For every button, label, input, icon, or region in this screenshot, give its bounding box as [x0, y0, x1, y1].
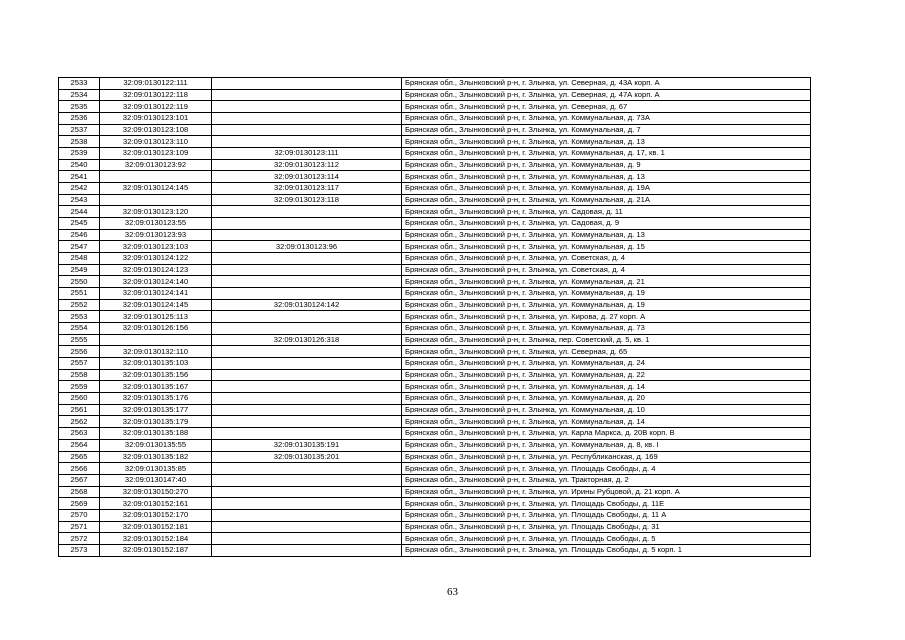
table-row: [59, 148, 811, 160]
related-cadastral-number-cell: [212, 346, 402, 358]
table-row: [59, 439, 811, 451]
table-row: [59, 171, 811, 183]
cadastral-number-cell: 32:09:0130152:181: [100, 521, 212, 533]
row-number-cell: 2539: [59, 148, 100, 160]
row-number-cell: 2561: [59, 404, 100, 416]
table-row: [59, 463, 811, 475]
cadastral-number-cell: 32:09:0130135:156: [100, 369, 212, 381]
related-cadastral-number-cell: [212, 264, 402, 276]
address-cell: Брянская обл., Злынковский р-н, г. Злынка, ул. Площадь Свободы, д. 31: [402, 521, 811, 533]
row-number-cell: 2537: [59, 124, 100, 136]
address-cell: Брянская обл., Злынковский р-н, г. Злынка, ул. Коммунальная, д. 24: [402, 358, 811, 370]
table-row: [59, 533, 811, 545]
row-number-cell: 2543: [59, 194, 100, 206]
table-row: [59, 241, 811, 253]
address-cell: Брянская обл., Злынковский р-н, г. Злынка, ул. Коммунальная, д. 13: [402, 171, 811, 183]
cadastral-number-cell: 32:09:0130124:145: [100, 183, 212, 195]
cadastral-number-cell: 32:09:0130132:110: [100, 346, 212, 358]
related-cadastral-number-cell: 32:09:0130123:111: [212, 148, 402, 160]
row-number-cell: 2540: [59, 159, 100, 171]
row-number-cell: 2566: [59, 463, 100, 475]
cadastral-number-cell: 32:09:0130123:108: [100, 124, 212, 136]
row-number-cell: 2559: [59, 381, 100, 393]
row-number-cell: 2563: [59, 428, 100, 440]
address-cell: Брянская обл., Злынковский р-н, г. Злынка, ул. Коммунальная, д. 14: [402, 381, 811, 393]
address-cell: Брянская обл., Злынковский р-н, г. Злынка, ул. Площадь Свободы, д. 5: [402, 533, 811, 545]
row-number-cell: 2555: [59, 334, 100, 346]
related-cadastral-number-cell: [212, 486, 402, 498]
related-cadastral-number-cell: [212, 428, 402, 440]
row-number-cell: 2564: [59, 439, 100, 451]
cadastral-number-cell: 32:09:0130125:113: [100, 311, 212, 323]
related-cadastral-number-cell: [212, 229, 402, 241]
address-cell: Брянская обл., Злынковский р-н, г. Злынка, ул. Коммунальная, д. 8, кв. I: [402, 439, 811, 451]
related-cadastral-number-cell: 32:09:0130123:118: [212, 194, 402, 206]
related-cadastral-number-cell: [212, 416, 402, 428]
table-row: [59, 136, 811, 148]
related-cadastral-number-cell: 32:09:0130135:201: [212, 451, 402, 463]
related-cadastral-number-cell: 32:09:0130135:191: [212, 439, 402, 451]
address-cell: Брянская обл., Злынковский р-н, г. Злынка, пер. Советский, д. 5, кв. 1: [402, 334, 811, 346]
address-cell: Брянская обл., Злынковский р-н, г. Злынка, ул. Кирова, д. 27 корп. А: [402, 311, 811, 323]
address-cell: Брянская обл., Злынковский р-н, г. Злынка, ул. Коммунальная, д. 22: [402, 369, 811, 381]
address-cell: Брянская обл., Злынковский р-н, г. Злынка, ул. Коммунальная, д. 13: [402, 136, 811, 148]
cadastral-number-cell: 32:09:0130123:93: [100, 229, 212, 241]
table-row: [59, 486, 811, 498]
related-cadastral-number-cell: [212, 113, 402, 125]
table-row: [59, 451, 811, 463]
related-cadastral-number-cell: [212, 136, 402, 148]
address-cell: Брянская обл., Злынковский р-н, г. Злынка, ул. Садовая, д. 11: [402, 206, 811, 218]
table-row: [59, 393, 811, 405]
table-row: [59, 509, 811, 521]
table-row: [59, 206, 811, 218]
cadastral-number-cell: 32:09:0130123:103: [100, 241, 212, 253]
cadastral-number-cell: 32:09:0130124:141: [100, 288, 212, 300]
related-cadastral-number-cell: 32:09:0130126:318: [212, 334, 402, 346]
related-cadastral-number-cell: [212, 89, 402, 101]
address-cell: Брянская обл., Злынковский р-н, г. Злынка, ул. Коммунальная, д. 14: [402, 416, 811, 428]
property-table: [58, 77, 811, 557]
cadastral-number-cell: 32:09:0130123:55: [100, 218, 212, 230]
address-cell: Брянская обл., Злынковский р-н, г. Злынка, ул. Коммунальная, д. 21: [402, 276, 811, 288]
address-cell: Брянская обл., Злынковский р-н, г. Злынка, ул. Северная, д. 47А корп. А: [402, 89, 811, 101]
row-number-cell: 2557: [59, 358, 100, 370]
table-row: [59, 288, 811, 300]
related-cadastral-number-cell: [212, 521, 402, 533]
cadastral-number-cell: 32:09:0130122:111: [100, 78, 212, 90]
table-row: [59, 78, 811, 90]
address-cell: Брянская обл., Злынковский р-н, г. Злынка, ул. Советская, д. 4: [402, 264, 811, 276]
row-number-cell: 2547: [59, 241, 100, 253]
cadastral-number-cell: 32:09:0130152:170: [100, 509, 212, 521]
address-cell: Брянская обл., Злынковский р-н, г. Злынка, ул. Коммунальная, д. 20: [402, 393, 811, 405]
cadastral-number-cell: 32:09:0130147:40: [100, 474, 212, 486]
table-row: [59, 544, 811, 556]
row-number-cell: 2567: [59, 474, 100, 486]
related-cadastral-number-cell: [212, 78, 402, 90]
address-cell: Брянская обл., Злынковский р-н, г. Злынка, ул. Ирины Рубцовой, д. 21 корп. А: [402, 486, 811, 498]
related-cadastral-number-cell: 32:09:0130124:142: [212, 299, 402, 311]
row-number-cell: 2572: [59, 533, 100, 545]
address-cell: Брянская обл., Злынковский р-н, г. Злынка, ул. Советская, д. 4: [402, 253, 811, 265]
cadastral-number-cell: 32:09:0130152:187: [100, 544, 212, 556]
related-cadastral-number-cell: [212, 463, 402, 475]
row-number-cell: 2544: [59, 206, 100, 218]
address-cell: Брянская обл., Злынковский р-н, г. Злынка, ул. Коммунальная, д. 10: [402, 404, 811, 416]
related-cadastral-number-cell: [212, 369, 402, 381]
row-number-cell: 2533: [59, 78, 100, 90]
page-number: 63: [447, 586, 458, 598]
row-number-cell: 2536: [59, 113, 100, 125]
related-cadastral-number-cell: [212, 253, 402, 265]
property-table-body: [59, 78, 811, 557]
related-cadastral-number-cell: [212, 509, 402, 521]
cadastral-number-cell: 32:09:0130135:177: [100, 404, 212, 416]
related-cadastral-number-cell: [212, 498, 402, 510]
cadastral-number-cell: 32:09:0130122:118: [100, 89, 212, 101]
table-row: [59, 299, 811, 311]
cadastral-number-cell: 32:09:0130123:120: [100, 206, 212, 218]
table-row: [59, 323, 811, 335]
row-number-cell: 2541: [59, 171, 100, 183]
table-row: [59, 416, 811, 428]
table-row: [59, 369, 811, 381]
table-row: [59, 264, 811, 276]
table-row: [59, 311, 811, 323]
address-cell: Брянская обл., Злынковский р-н, г. Злынка, ул. Садовая, д. 9: [402, 218, 811, 230]
table-row: [59, 89, 811, 101]
address-cell: Брянская обл., Злынковский р-н, г. Злынка, ул. Площадь Свободы, д. 5 корп. 1: [402, 544, 811, 556]
address-cell: Брянская обл., Злынковский р-н, г. Злынка, ул. Площадь Свободы, д. 4: [402, 463, 811, 475]
row-number-cell: 2535: [59, 101, 100, 113]
related-cadastral-number-cell: [212, 124, 402, 136]
cadastral-number-cell: 32:09:0130135:103: [100, 358, 212, 370]
table-row: [59, 474, 811, 486]
cadastral-number-cell: 32:09:0130123:92: [100, 159, 212, 171]
related-cadastral-number-cell: [212, 404, 402, 416]
cadastral-number-cell: 32:09:0130135:85: [100, 463, 212, 475]
cadastral-number-cell: 32:09:0130123:110: [100, 136, 212, 148]
row-number-cell: 2562: [59, 416, 100, 428]
address-cell: Брянская обл., Злынковский р-н, г. Злынка, ул. Северная, д. 65: [402, 346, 811, 358]
related-cadastral-number-cell: [212, 474, 402, 486]
cadastral-number-cell: 32:09:0130124:145: [100, 299, 212, 311]
row-number-cell: 2568: [59, 486, 100, 498]
table-row: [59, 101, 811, 113]
row-number-cell: 2569: [59, 498, 100, 510]
row-number-cell: 2546: [59, 229, 100, 241]
address-cell: Брянская обл., Злынковский р-н, г. Злынка, ул. Площадь Свободы, д. 11Е: [402, 498, 811, 510]
related-cadastral-number-cell: [212, 358, 402, 370]
row-number-cell: 2542: [59, 183, 100, 195]
table-row: [59, 229, 811, 241]
cadastral-number-cell: 32:09:0130135:176: [100, 393, 212, 405]
table-row: [59, 521, 811, 533]
related-cadastral-number-cell: 32:09:0130123:117: [212, 183, 402, 195]
cadastral-number-cell: 32:09:0130126:156: [100, 323, 212, 335]
row-number-cell: 2552: [59, 299, 100, 311]
related-cadastral-number-cell: [212, 276, 402, 288]
related-cadastral-number-cell: [212, 101, 402, 113]
address-cell: Брянская обл., Злынковский р-н, г. Злынка, ул. Коммунальная, д. 73А: [402, 113, 811, 125]
address-cell: Брянская обл., Злынковский р-н, г. Злынка, ул. Площадь Свободы, д. 11 А: [402, 509, 811, 521]
cadastral-number-cell: 32:09:0130123:101: [100, 113, 212, 125]
table-row: [59, 194, 811, 206]
cadastral-number-cell: 32:09:0130135:182: [100, 451, 212, 463]
related-cadastral-number-cell: [212, 206, 402, 218]
address-cell: Брянская обл., Злынковский р-н, г. Злынка, ул. Северная, д. 43А корп. А: [402, 78, 811, 90]
row-number-cell: 2573: [59, 544, 100, 556]
row-number-cell: 2551: [59, 288, 100, 300]
cadastral-number-cell: 32:09:0130150:270: [100, 486, 212, 498]
row-number-cell: 2553: [59, 311, 100, 323]
row-number-cell: 2534: [59, 89, 100, 101]
row-number-cell: 2549: [59, 264, 100, 276]
row-number-cell: 2548: [59, 253, 100, 265]
cadastral-number-cell: [100, 194, 212, 206]
address-cell: Брянская обл., Злынковский р-н, г. Злынка, ул. Коммунальная, д. 73: [402, 323, 811, 335]
table-row: [59, 253, 811, 265]
row-number-cell: 2560: [59, 393, 100, 405]
cadastral-number-cell: 32:09:0130152:184: [100, 533, 212, 545]
related-cadastral-number-cell: [212, 393, 402, 405]
cadastral-number-cell: [100, 171, 212, 183]
address-cell: Брянская обл., Злынковский р-н, г. Злынка, ул. Коммунальная, д. 21А: [402, 194, 811, 206]
row-number-cell: 2565: [59, 451, 100, 463]
address-cell: Брянская обл., Злынковский р-н, г. Злынка, ул. Коммунальная, д. 13: [402, 229, 811, 241]
related-cadastral-number-cell: [212, 218, 402, 230]
table-row: [59, 498, 811, 510]
related-cadastral-number-cell: [212, 288, 402, 300]
address-cell: Брянская обл., Злынковский р-н, г. Злынка, ул. Коммунальная, д. 19А: [402, 183, 811, 195]
table-row: [59, 346, 811, 358]
table-row: [59, 124, 811, 136]
address-cell: Брянская обл., Злынковский р-н, г. Злынка, ул. Коммунальная, д. 15: [402, 241, 811, 253]
related-cadastral-number-cell: [212, 311, 402, 323]
cadastral-number-cell: 32:09:0130135:179: [100, 416, 212, 428]
address-cell: Брянская обл., Злынковский р-н, г. Злынка, ул. Северная, д. 67: [402, 101, 811, 113]
cadastral-number-cell: 32:09:0130152:161: [100, 498, 212, 510]
table-row: [59, 276, 811, 288]
related-cadastral-number-cell: 32:09:0130123:96: [212, 241, 402, 253]
row-number-cell: 2570: [59, 509, 100, 521]
table-row: [59, 218, 811, 230]
address-cell: Брянская обл., Злынковский р-н, г. Злынка, ул. Тракторная, д. 2: [402, 474, 811, 486]
related-cadastral-number-cell: 32:09:0130123:112: [212, 159, 402, 171]
cadastral-number-cell: [100, 334, 212, 346]
cadastral-number-cell: 32:09:0130122:119: [100, 101, 212, 113]
row-number-cell: 2558: [59, 369, 100, 381]
cadastral-number-cell: 32:09:0130135:188: [100, 428, 212, 440]
cadastral-number-cell: 32:09:0130135:55: [100, 439, 212, 451]
table-row: [59, 358, 811, 370]
row-number-cell: 2556: [59, 346, 100, 358]
table-row: [59, 334, 811, 346]
row-number-cell: 2545: [59, 218, 100, 230]
cadastral-number-cell: 32:09:0130123:109: [100, 148, 212, 160]
row-number-cell: 2571: [59, 521, 100, 533]
related-cadastral-number-cell: [212, 323, 402, 335]
table-row: [59, 381, 811, 393]
address-cell: Брянская обл., Злынковский р-н, г. Злынка, ул. Коммунальная, д. 7: [402, 124, 811, 136]
table-row: [59, 404, 811, 416]
related-cadastral-number-cell: [212, 381, 402, 393]
cadastral-number-cell: 32:09:0130124:123: [100, 264, 212, 276]
related-cadastral-number-cell: [212, 544, 402, 556]
address-cell: Брянская обл., Злынковский р-н, г. Злынка, ул. Коммунальная, д. 19: [402, 299, 811, 311]
cadastral-number-cell: 32:09:0130124:122: [100, 253, 212, 265]
address-cell: Брянская обл., Злынковский р-н, г. Злынка, ул. Коммунальная, д. 9: [402, 159, 811, 171]
row-number-cell: 2550: [59, 276, 100, 288]
address-cell: Брянская обл., Злынковский р-н, г. Злынка, ул. Республиканская, д. 169: [402, 451, 811, 463]
address-cell: Брянская обл., Злынковский р-н, г. Злынка, ул. Коммунальная, д. 19: [402, 288, 811, 300]
table-row: [59, 113, 811, 125]
table-row: [59, 159, 811, 171]
table-row: [59, 428, 811, 440]
table-row: [59, 183, 811, 195]
related-cadastral-number-cell: [212, 533, 402, 545]
row-number-cell: 2538: [59, 136, 100, 148]
cadastral-number-cell: 32:09:0130124:140: [100, 276, 212, 288]
address-cell: Брянская обл., Злынковский р-н, г. Злынка, ул. Карла Маркса, д. 20В корп. В: [402, 428, 811, 440]
row-number-cell: 2554: [59, 323, 100, 335]
related-cadastral-number-cell: 32:09:0130123:114: [212, 171, 402, 183]
address-cell: Брянская обл., Злынковский р-н, г. Злынка, ул. Коммунальная, д. 17, кв. 1: [402, 148, 811, 160]
cadastral-number-cell: 32:09:0130135:167: [100, 381, 212, 393]
